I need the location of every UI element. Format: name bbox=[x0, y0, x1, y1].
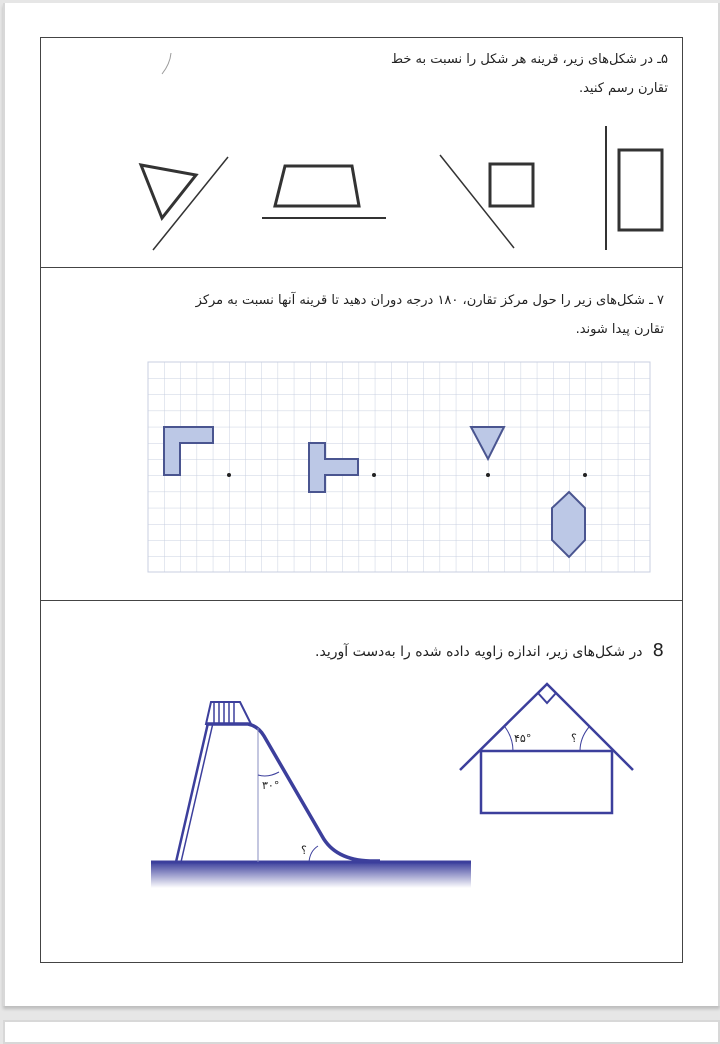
rectangle-shape bbox=[619, 150, 662, 230]
trapezoid-shape bbox=[275, 166, 359, 206]
question-7-line2: تقارن پیدا شوند. bbox=[575, 322, 664, 337]
question-5-line1: ۵ـ در شکل‌های زیر، قرینه هر شکل را نسبت به خط bbox=[391, 52, 668, 67]
angle-label-30: ۳۰° bbox=[262, 779, 280, 792]
unknown-angle-label: ؟ bbox=[301, 844, 307, 857]
triangle-shape bbox=[141, 165, 196, 218]
symmetry-line bbox=[153, 157, 228, 250]
question-8-number: 8 bbox=[652, 640, 664, 661]
question-8-text: در شکل‌های زیر، اندازه زاویه داده شده را به‌دست آورید. bbox=[315, 644, 643, 660]
rotation-grid bbox=[148, 362, 650, 572]
center-point bbox=[486, 473, 490, 477]
reflection-figures bbox=[141, 126, 662, 250]
question-7-line1: ۷ ـ شکل‌های زیر را حول مرکز تقارن، ۱۸۰ درجه دوران دهید تا قرینه آنها نسبت به مرکز bbox=[195, 293, 664, 308]
angle-label-45: ۴۵° bbox=[514, 732, 532, 745]
symmetry-line bbox=[440, 155, 514, 248]
pen-mark bbox=[162, 53, 171, 74]
slide-figure bbox=[151, 702, 471, 888]
center-point bbox=[227, 473, 231, 477]
center-point bbox=[372, 473, 376, 477]
question-5-line2: تقارن رسم کنید. bbox=[578, 81, 668, 96]
unknown-angle-label: ؟ bbox=[571, 732, 577, 745]
square-shape bbox=[490, 164, 533, 206]
house-figure bbox=[460, 684, 633, 813]
center-point bbox=[583, 473, 587, 477]
